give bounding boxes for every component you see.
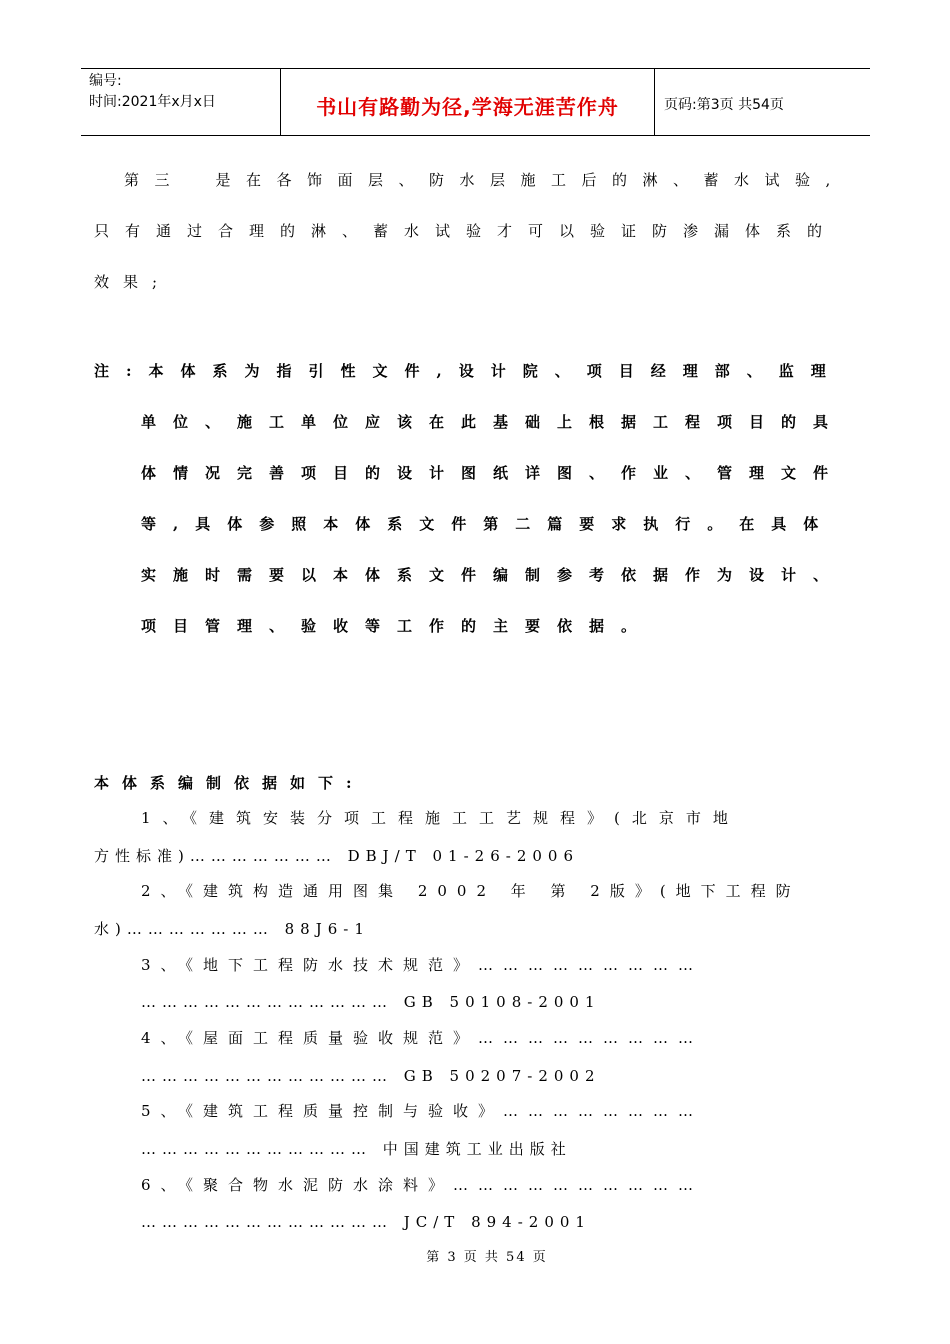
basis-item-5-line-2: …………………………… 中国建筑工业出版社	[141, 1140, 572, 1158]
basis-item-1-line-2: 方性标准)………………… DBJ/T 01-26-2006	[94, 847, 579, 865]
header-left-cell	[81, 69, 281, 135]
header-page-info: 页码:第3页 共54页	[664, 97, 784, 113]
note-line-4: 等,具体参照本体系文件第二篇要求执行。在具体	[141, 515, 836, 533]
basis-item-2-line-1: 2、《建筑构造通用图集 2002 年 第 2版》(地下工程防	[141, 882, 801, 900]
header-page-cell	[655, 69, 870, 135]
page-header	[81, 68, 870, 136]
header-motto: 书山有路勤为径,学海无涯苦作舟	[316, 94, 619, 119]
document-time-label: 时间:2021年x月x日	[89, 94, 216, 110]
basis-item-3-line-1: 3、《地下工程防水技术规范》………………………	[141, 956, 704, 974]
header-motto-cell	[281, 69, 655, 135]
basis-item-3-line-2: ……………………………… GB 50108-2001	[141, 993, 601, 1011]
paragraph-third-line-3: 效果;	[94, 273, 172, 291]
paragraph-third-line-2: 只有通过合理的淋、蓄水试验才可以验证防渗漏体系的	[94, 222, 839, 240]
basis-title: 本体系编制依据如下:	[94, 774, 365, 792]
note-line-3: 体情况完善项目的设计图纸详图、作业、管理文件	[141, 464, 846, 482]
basis-item-6-line-1: 6、《聚合物水泥防水涂料》…………………………	[141, 1176, 704, 1194]
note-line-5: 实施时需要以本体系文件编制参考依据作为设计、	[141, 566, 846, 584]
paragraph-third-line-1: 第三 是在各饰面层、防水层施工后的淋、蓄水试验,	[124, 171, 846, 189]
note-line-1: 注:本体系为指引性文件,设计院、项目经理部、监理	[94, 362, 843, 380]
page-footer: 第 3 页 共 54 页	[426, 1250, 548, 1265]
basis-item-4-line-2: ……………………………… GB 50207-2002	[141, 1067, 601, 1085]
basis-item-5-line-1: 5、《建筑工程质量控制与验收》……………………	[141, 1102, 704, 1120]
basis-item-6-line-2: ……………………………… JC/T 894-2001	[141, 1213, 591, 1231]
basis-item-4-line-1: 4、《屋面工程质量验收规范》………………………	[141, 1029, 704, 1047]
basis-item-1-line-1: 1、《建筑安装分项工程施工工艺规程》(北京市地	[141, 809, 740, 827]
note-line-6: 项目管理、验收等工作的主要依据。	[141, 617, 654, 635]
document-number-label: 编号:	[89, 73, 122, 89]
note-line-2: 单位、施工单位应该在此基础上根据工程项目的具	[141, 413, 846, 431]
basis-item-2-line-2: 水)………………… 88J6-1	[94, 920, 370, 938]
